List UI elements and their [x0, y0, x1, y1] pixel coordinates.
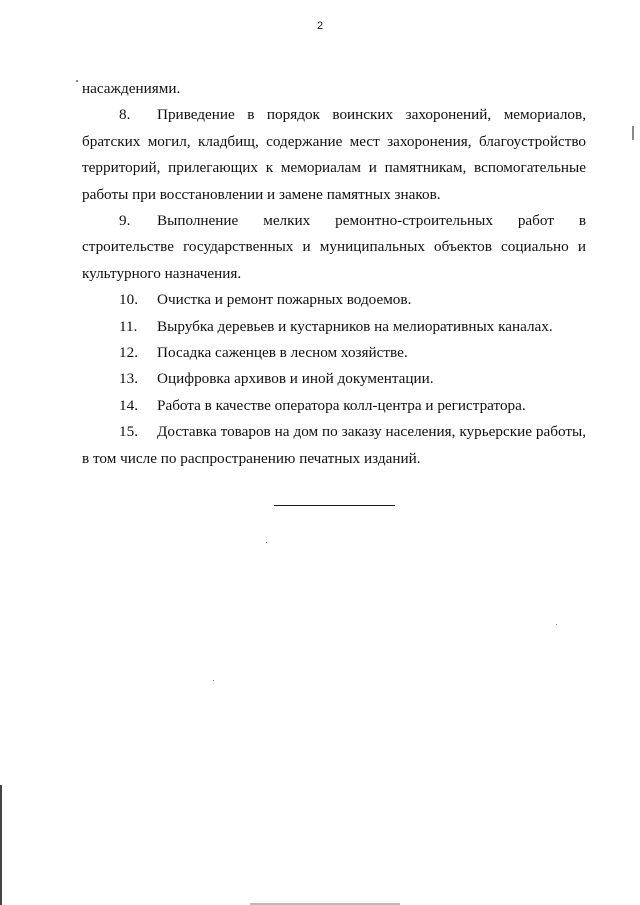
- list-item-text: Доставка товаров на дом по заказу населения, курьерские работы, в том числе по распространению печатных изданий.: [82, 423, 586, 467]
- scan-edge-mark: [0, 785, 2, 905]
- list-item-11: [82, 314, 586, 340]
- list-item-13: [82, 366, 586, 392]
- list-item-10: [82, 287, 586, 313]
- list-item-14: [82, 393, 586, 419]
- list-item-9: [82, 208, 586, 287]
- paragraph-text: насаждениями.: [82, 80, 181, 97]
- scan-speck: [76, 80, 78, 82]
- list-item-8: [82, 102, 586, 208]
- page-number: 2: [316, 20, 324, 32]
- scan-speck: [266, 542, 267, 543]
- list-item-text: Посадка саженцев в лесном хозяйстве.: [157, 344, 408, 362]
- list-item-number: 8.: [119, 106, 131, 124]
- separator-line: [274, 505, 395, 506]
- list-item-number: 11.: [119, 317, 138, 335]
- list-item-text: Оцифровка архивов и иной документации.: [157, 370, 434, 388]
- list-item-text: Выполнение мелких ремонтно-строительных работ в строительстве государственных и муниципальных объектов социально и культурного назначения.: [82, 212, 586, 282]
- list-item-text: Вырубка деревьев и кустарников на мелиоративных каналах.: [157, 317, 553, 335]
- list-item-text: Работа в качестве оператора колл-центра и регистратора.: [157, 396, 526, 414]
- list-item-12: [82, 340, 586, 366]
- list-item-number: 12.: [119, 344, 138, 362]
- list-item-15: [82, 419, 586, 472]
- scan-speck: [556, 624, 557, 625]
- list-item-number: 15.: [119, 423, 138, 441]
- scan-speck: [632, 126, 634, 140]
- document-body: [82, 76, 586, 472]
- list-item-number: 13.: [119, 370, 138, 388]
- list-item-text: Очистка и ремонт пожарных водоемов.: [157, 291, 412, 309]
- list-item-number: 14.: [119, 396, 138, 414]
- scan-speck: [213, 680, 214, 681]
- paragraph-continuation: [82, 76, 586, 102]
- list-item-text: Приведение в порядок воинских захоронений, мемориалов, братских могил, кладбищ, содержание мест захоронения, благоустройство территорий, прилегающих к мемориалам и памятникам, вспомогательные работы при восстановлении и замене памятных знаков.: [82, 106, 586, 203]
- list-item-number: 10.: [119, 291, 138, 309]
- list-item-number: 9.: [119, 212, 131, 230]
